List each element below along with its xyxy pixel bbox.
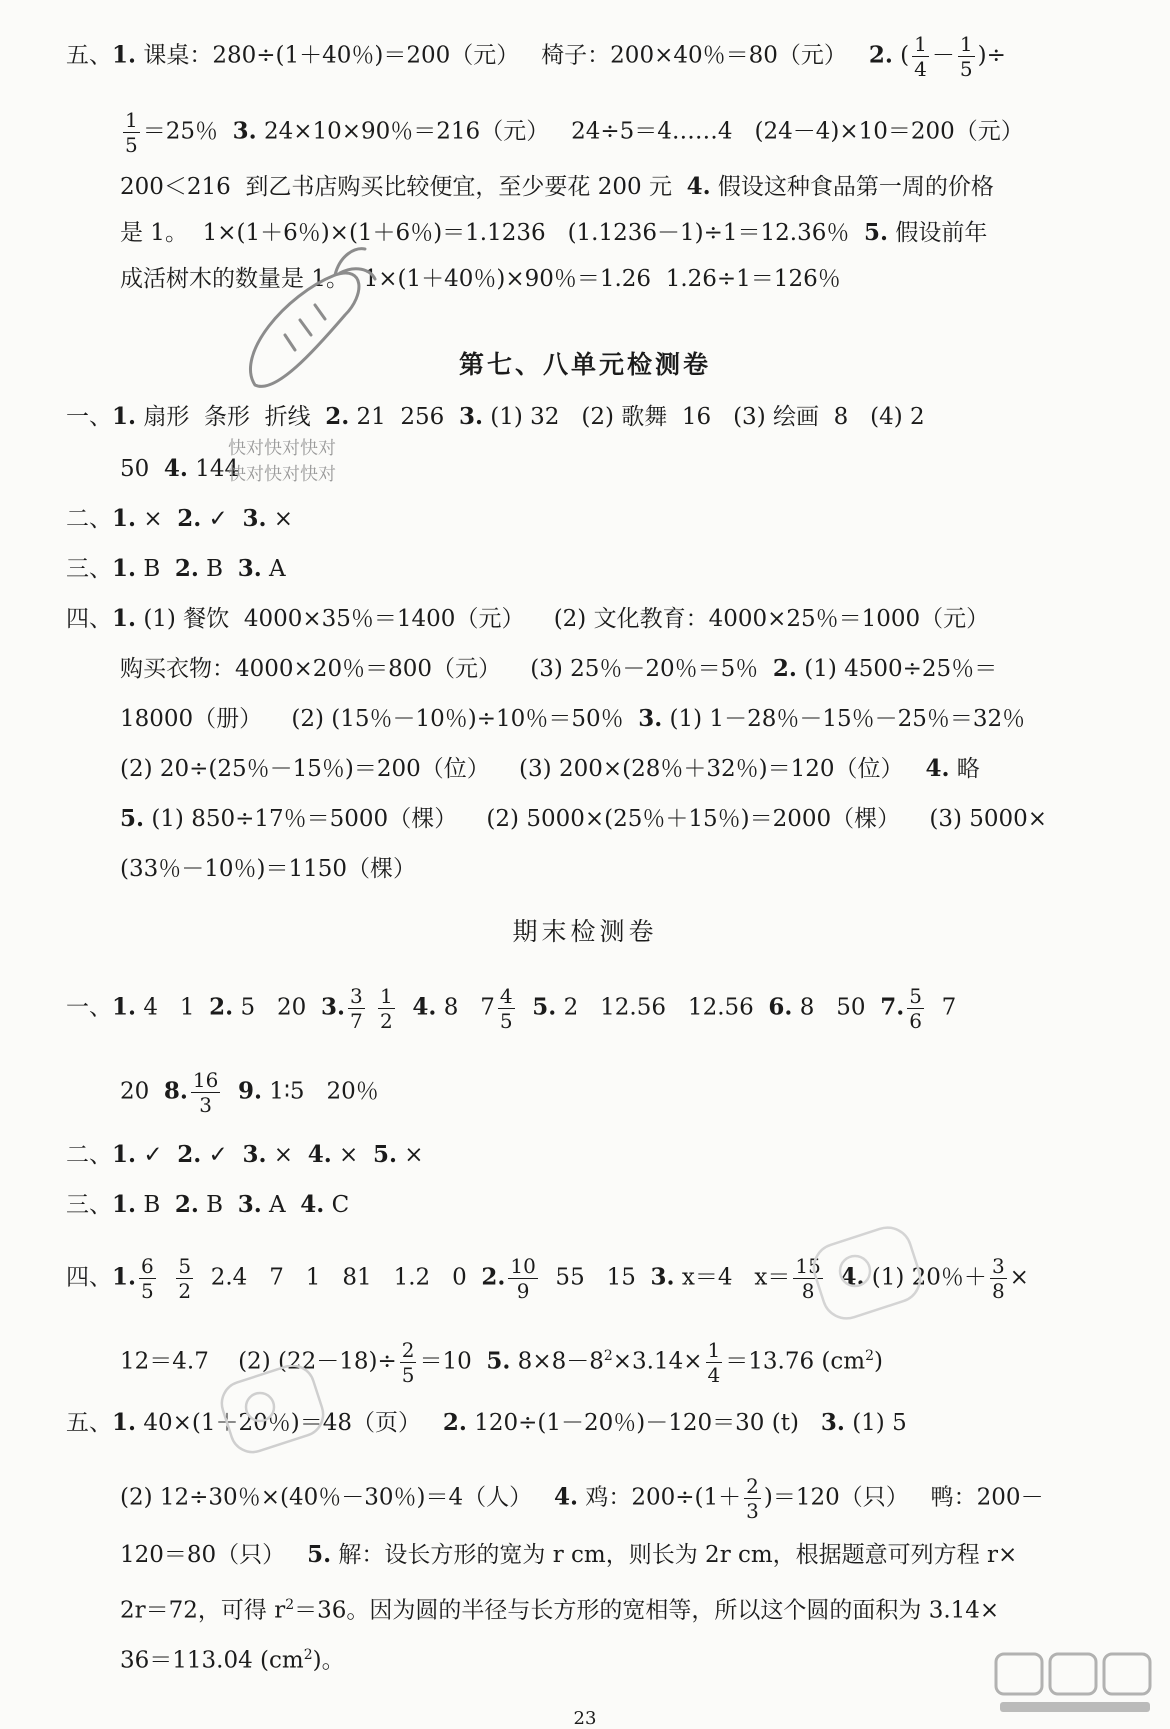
watermark-text: 快对快对快对 xyxy=(228,438,336,459)
answer-line: (33％－10％)＝1150（棵） xyxy=(120,856,417,882)
answer-line: $\frac{1}{5}$ ＝25％ 3. 24×10×90％＝216（元） 24÷5＝4……4 (24－4)×10＝200（元） xyxy=(125,108,1024,157)
watermark-text: 快对快对快对 xyxy=(228,464,336,485)
section-title: 期末检测卷 xyxy=(512,917,658,946)
answer-line: 一、1. 扇形 条形 折线 2. 21 256 3. (1) 32 (2) 歌舞 16 (3) 绘画 8 (4) 2 xyxy=(66,403,925,430)
answer-line: 三、1. B 2. B 3. A xyxy=(66,555,286,582)
answer-line: (2) 12÷30％×(40％－30％)＝4（人） 4. 鸡：200÷(1＋ $\frac{2}{3}$ )＝120（只） 鸭：200－ xyxy=(120,1474,1044,1523)
answer-line: 五、1. 课桌：280÷(1＋40％)＝200（元） 椅子：200×40％＝80（元） 2. ( $\frac{1}{4}$ － $\frac{1}{5}$ )÷ xyxy=(66,32,1006,81)
seal-watermark-icon xyxy=(215,1365,335,1455)
answer-line: 20 8. $\frac{16}{3}$ 9. 1∶5 20％ xyxy=(120,1068,379,1117)
seal-watermark-icon xyxy=(805,1225,935,1325)
answer-line: 18000（册） (2) (15％－10％)÷10％＝50％ 3. (1) 1－28％－15％－25％＝32％ xyxy=(120,705,1026,732)
answer-line: 二、1. ✓ 2. ✓ 3. × 4. × 5. × xyxy=(66,1141,424,1168)
answer-line: 一、1. 4 1 2. 5 20 3. $\frac{3}{7}$ $\frac{1}{2}$ 4. 8 7 $\frac{4}{5}$ 5. 2 12.56 12.56 6. 8 50 7. $\frac{5}{6}$ 7 xyxy=(66,984,957,1033)
section-title: 第七、八单元检测卷 xyxy=(458,350,711,379)
answer-line: 2r＝72，可得 $r^2=36$。因为圆的半径与长方形的宽相等，所以这个圆的面积为 3.14× xyxy=(120,1597,1000,1624)
answer-line: 四、1. (1) 餐饮 4000×35％＝1400（元） (2) 文化教育：4000×25％＝1000（元） xyxy=(66,605,990,632)
answer-line: 成活树木的数量是 1。 1×(1＋40％)×90％＝1.26 1.26÷1＝126％ xyxy=(120,266,841,292)
answer-line: 120＝80（只） 5. 解：设长方形的宽为 r cm，则长为 2r cm，根据题意可列方程 r× xyxy=(120,1541,1018,1568)
answer-line: 五、1. 40×(1＋20％)＝48（页） 2. 120÷(1－20％)－120＝30 (t) 3. (1) 5 xyxy=(66,1409,907,1436)
answer-line: 三、1. B 2. B 3. A 4. C xyxy=(66,1191,350,1218)
answer-line: 200＜216 到乙书店购买比较便宜，至少要花 200 元 4. 假设这种食品第一周的价格 xyxy=(120,173,994,200)
answer-line: 5. (1) 850÷17％＝5000（棵） (2) 5000×(25％＋15％)＝2000（棵） (3) 5000× xyxy=(120,805,1048,832)
answer-line: (2) 20÷(25％－15％)＝200（位） (3) 200×(28％＋32％)＝120（位） 4. 略 xyxy=(120,755,980,782)
answer-line: 是 1。 1×(1＋6％)×(1＋6％)＝1.1236 (1.1236－1)÷1＝12.36％ 5. 假设前年 xyxy=(120,219,988,246)
answer-line: 36＝113.04 $(cm^2)$。 xyxy=(120,1647,345,1674)
page-number: 23 xyxy=(573,1708,597,1729)
answer-line: 12＝4.7 (2) (22－18)÷ $\frac{2}{5}$ ＝10 5. $8\times 8-8^2\times 3.14\times$ $\frac{1}{4}$ ＝13.76 $(cm^2)$ xyxy=(120,1338,884,1387)
answer-line: 购买衣物：4000×20％＝800（元） (3) 25％－20％＝5％ 2. (1) 4500÷25％＝ xyxy=(120,655,998,682)
answer-line: 四、1. $\frac{6}{5}$ $\frac{5}{2}$ 2.4 7 1 81 1.2 0 2. $\frac{10}{9}$ 55 15 3. x＝4 x＝ $\frac{15}{8}$ 4. (1) 20％＋ $\frac{3}{8}$ × xyxy=(66,1254,1029,1303)
answer-line: 50 4. 144 xyxy=(120,455,240,482)
answer-line: 二、1. × 2. ✓ 3. × xyxy=(66,505,294,532)
